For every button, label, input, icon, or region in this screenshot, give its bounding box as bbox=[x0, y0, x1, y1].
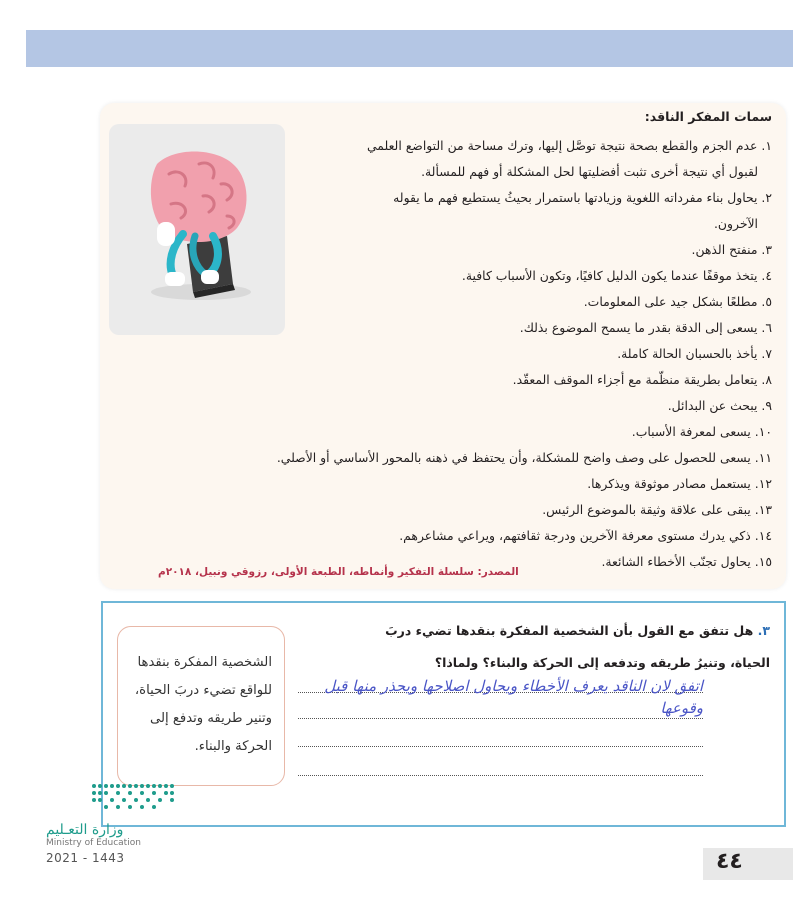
trait-item: ١٤. ذكي يدرك مستوى معرفة الآخرين ودرجة ثقافتهم، ويراعي مشاعرهم. bbox=[399, 528, 772, 543]
card-title: سمات المفكر الناقد: bbox=[644, 109, 772, 124]
trait-item: ١. عدم الجزم والقطع بصحة نتيجة توصَّل إليها، وترك مساحة من التواضع العلمي bbox=[366, 138, 772, 153]
trait-item: ١٢. يستعمل مصادر موثوقة ويذكرها. bbox=[587, 476, 772, 491]
page-number: ٤٤ bbox=[716, 849, 743, 874]
trait-item: ٣. منفتح الذهن. bbox=[691, 242, 772, 257]
trait-item: ١٣. يبقى على علاقة وثيقة بالموضوع الرئيس. bbox=[542, 502, 772, 517]
answer-line[interactable] bbox=[298, 775, 703, 776]
source-citation: المصدر: سلسلة التفكير وأنماطه، الطبعة الأولى، رزوقي ونبيل، ٢٠١٨م bbox=[158, 566, 519, 578]
ministry-name-arabic: وزارة التعـليم bbox=[46, 822, 124, 838]
trait-item: ٢. يحاول بناء مفرداته اللغوية وزيادتها باستمرار بحيثُ يستطيع فهم ما يقوله bbox=[393, 190, 772, 205]
trait-item: ٧. يأخذ بالحسبان الحالة كاملة. bbox=[617, 346, 772, 361]
hint-text: الشخصية المفكرة بنقدها للواقع تضيء دربَ الحياة، وتنير طريقه وتدفع إلى الحركة والبناء. bbox=[134, 655, 272, 754]
ministry-name-english: Ministry of Education bbox=[46, 838, 141, 848]
trait-item: ٦. يسعى إلى الدقة بقدر ما يسمح الموضوع بذلك. bbox=[519, 320, 772, 335]
trait-item: الآخرون. bbox=[713, 216, 758, 231]
critical-thinker-traits-card bbox=[100, 103, 786, 589]
trait-item: ٥. مطلعًا بشكل جيد على المعلومات. bbox=[583, 294, 772, 309]
edition-year: 2021 - 1443 bbox=[46, 851, 125, 865]
question-text bbox=[370, 615, 770, 679]
traits-list bbox=[212, 133, 772, 575]
answer-line[interactable] bbox=[298, 746, 703, 747]
trait-item: ١٥. يحاول تجنّب الأخطاء الشائعة. bbox=[601, 554, 772, 569]
question-number: ٣. bbox=[757, 623, 770, 638]
trait-item: ١١. يسعى للحصول على وصف واضح للمشكلة، وأن يحتفظ في ذهنه بالمحور الأساسي أو الأصلي. bbox=[276, 450, 772, 465]
trait-item: ٩. يبحث عن البدائل. bbox=[667, 398, 772, 413]
trait-item: لقبول أي نتيجة أخرى تثبت أفضليتها لحل المشكلة أو فهم للمسألة. bbox=[421, 164, 758, 179]
header-band bbox=[26, 30, 793, 67]
trait-item: ٤. يتخذ موقفًا عندما يكون الدليل كافيًا، وتكون الأسباب كافية. bbox=[461, 268, 772, 283]
hint-note bbox=[117, 626, 285, 786]
handwritten-answer[interactable]: اتفق لان الناقد يعرف الأخطاء ويحاول اصلاحها ويحذر منها قبل وقوعها bbox=[324, 677, 703, 717]
trait-item: ٨. يتعامل بطريقة منظّمة مع أجزاء الموقف المعقّد. bbox=[512, 372, 772, 387]
thinking-brain-illustration bbox=[109, 124, 285, 335]
trait-item: ١٠. يسعى لمعرفة الأسباب. bbox=[631, 424, 772, 439]
question-prompt: هل تتفق مع القول بأن الشخصية المفكرة بنقدها تضيء دربَ الحياة، وتنيرُ طريقه وتدفعه إلى الحركة والبناء؟ ولماذا؟ bbox=[385, 623, 770, 670]
